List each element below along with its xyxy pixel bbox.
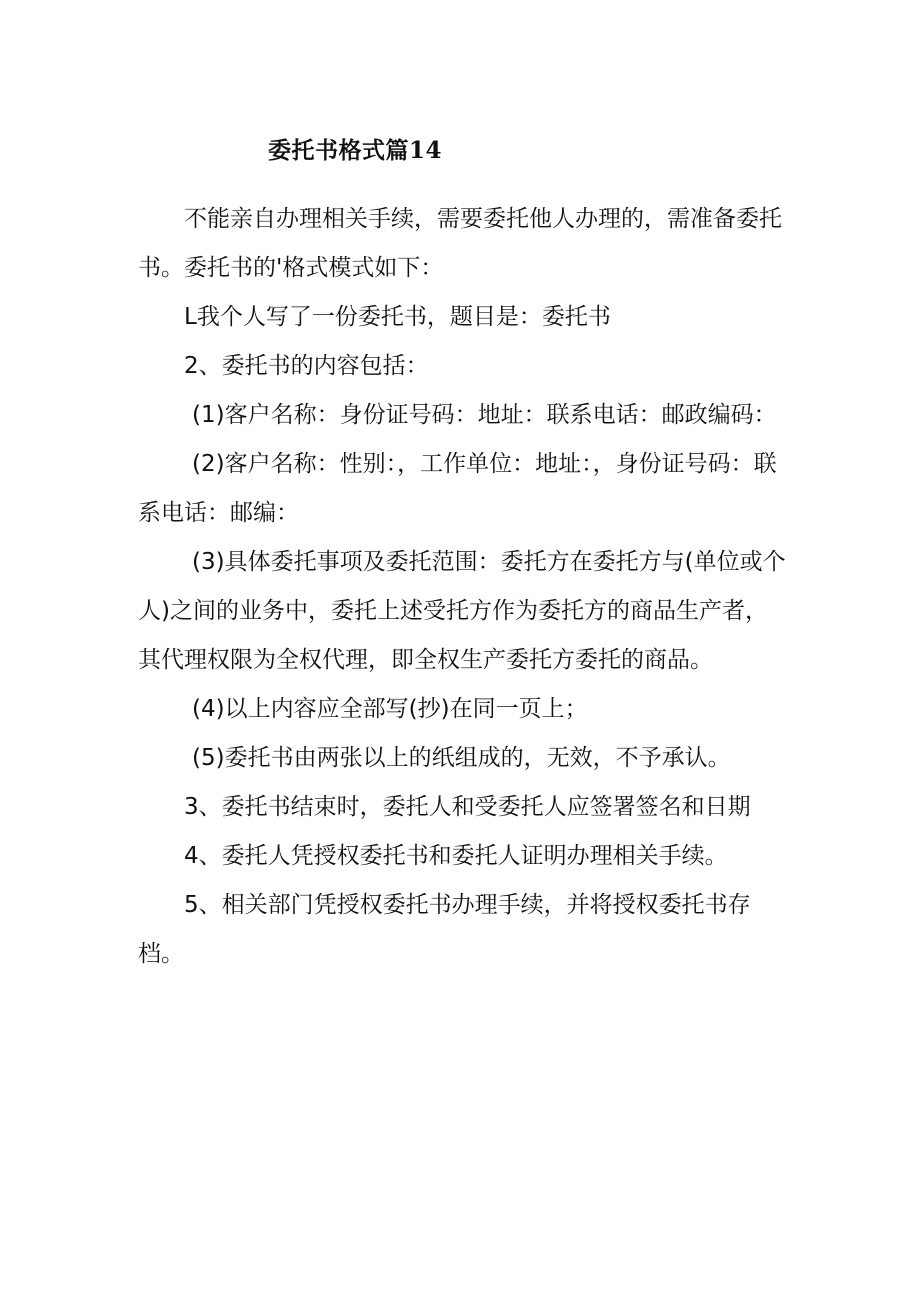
paragraph-item-4: 4、委托人凭授权委托书和委托人证明办理相关手续。 — [184, 843, 728, 869]
paragraph-item-5: 5、相关部门凭授权委托书办理手续，并将授权委托书存档。 — [138, 892, 751, 967]
paragraph-subitem-1: (1)客户名称：身份证号码：地址：联系电话：邮政编码： — [192, 402, 777, 428]
paragraph-item-1: L我个人写了一份委托书，题目是：委托书 — [184, 304, 611, 330]
paragraph-item-3: 3、委托书结束时，委托人和受委托人应签署签名和日期 — [184, 794, 751, 820]
paragraph-subitem-3: (3)具体委托事项及委托范围：委托方在委托方与(单位或个人)之间的业务中，委托上述受托方作为委托方的商品生产者，其代理权限为全权代理，即全权生产委托方委托的商品。 — [138, 549, 786, 673]
paragraph-intro: 不能亲自办理相关手续，需要委托他人办理的，需准备委托书。委托书的'格式模式如下： — [138, 206, 782, 281]
paragraph-subitem-5: (5)委托书由两张以上的纸组成的，无效，不予承认。 — [192, 745, 731, 771]
paragraph-item-2: 2、委托书的内容包括： — [184, 353, 429, 379]
document-body — [138, 195, 788, 979]
document-title: 委托书格式篇14 — [268, 137, 443, 164]
paragraph-subitem-4: (4)以上内容应全部写(抄)在同一页上； — [192, 696, 588, 722]
paragraph-subitem-2: (2)客户名称：性别：，工作单位：地址：，身份证号码：联系电话：邮编： — [138, 451, 777, 526]
